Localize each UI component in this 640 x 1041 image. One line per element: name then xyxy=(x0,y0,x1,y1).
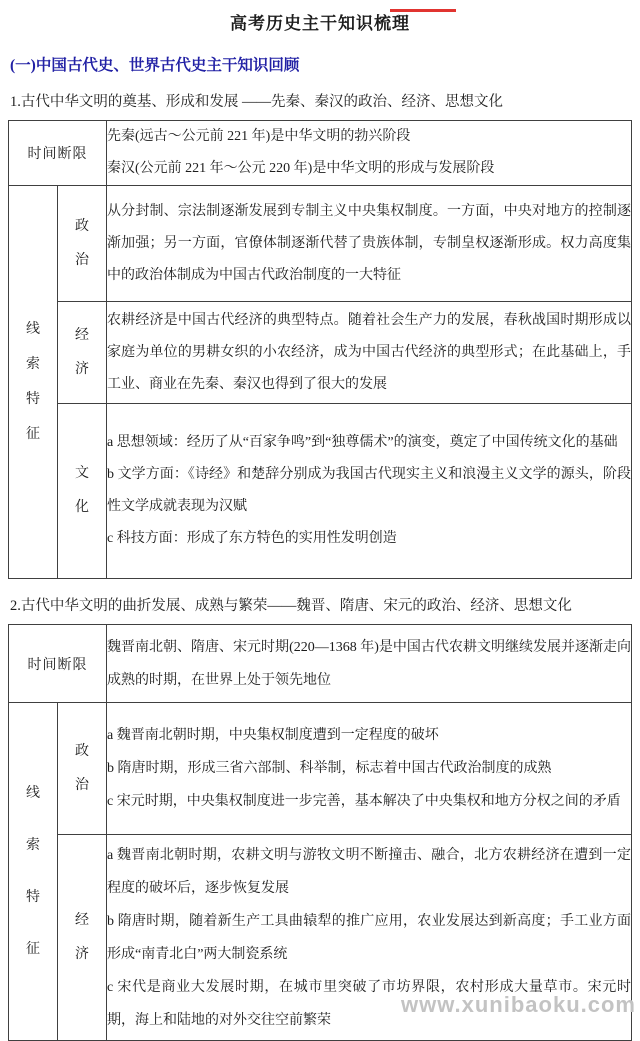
table-row xyxy=(9,121,632,186)
red-annotation-mark xyxy=(390,9,456,12)
politics-content-cell xyxy=(107,186,632,302)
content-paragraph: a 思想领域：经历了从“百家争鸣”到“独尊儒术”的演变，奠定了中国传统文化的基础 xyxy=(107,435,618,450)
politics-content-cell xyxy=(107,703,632,835)
time-range-content-cell xyxy=(107,625,632,703)
table-row xyxy=(9,302,632,404)
time-paragraph: 先秦(远古～公元前 221 年)是中华文明的勃兴阶段 xyxy=(107,129,411,144)
table-row xyxy=(9,186,632,302)
economy-content-cell xyxy=(107,302,632,404)
table-xianqin-qinhan xyxy=(8,120,632,579)
document-page xyxy=(0,9,640,1041)
content-paragraph: b 隋唐时期，随着新生产工具曲辕犁的推广应用，农业发展达到新高度；手工业方面形成“南青北白”两大制瓷系统 xyxy=(107,913,631,962)
feature-header-label: 线索特征 xyxy=(26,322,40,442)
content-paragraph: c 宋代是商业大发展时期，在城市里突破了市坊界限，农村形成大量草市。宋元时期，海上和陆地的对外交往空前繁荣 xyxy=(107,979,631,1028)
content-paragraph: a 魏晋南北朝时期，中央集权制度遭到一定程度的破坏 xyxy=(107,728,439,743)
row-label-economy-cell xyxy=(58,835,107,1041)
time-range-header-cell: 时间断限 xyxy=(9,625,107,703)
table-row xyxy=(9,703,632,835)
row-label-economy: 经济 xyxy=(75,912,89,962)
table-row xyxy=(9,625,632,703)
watermark-text: www.xunibaoku.com xyxy=(401,992,636,1017)
section-heading: (一)中国古代史、世界古代史主干知识回顾 xyxy=(10,57,300,74)
time-range-header-cell: 时间断限 xyxy=(9,121,107,186)
row-label-economy-cell xyxy=(58,302,107,404)
page-title: 高考历史主干知识梳理 xyxy=(230,14,410,33)
row-label-politics-cell xyxy=(58,186,107,302)
content-paragraph: 农耕经济是中国古代经济的典型特点。随着社会生产力的发展，春秋战国时期形成以家庭为单位的男耕女织的小农经济，成为中国古代经济的典型形式；在此基础上，手工业、商业在先秦、秦汉也得到了很大的发展 xyxy=(107,312,631,392)
feature-header-label: 线索特征 xyxy=(26,785,40,957)
row-label-culture: 文化 xyxy=(75,466,89,515)
feature-header-cell xyxy=(9,703,58,1041)
content-paragraph: b 文学方面：《诗经》和楚辞分别成为我国古代现实主义和浪漫主义文学的源头，阶段性文学成就表现为汉赋 xyxy=(107,467,631,514)
feature-header-cell xyxy=(9,186,58,579)
content-paragraph: a 魏晋南北朝时期，农耕文明与游牧文明不断撞击、融合，北方农耕经济在遭到一定程度的破坏后，逐步恢复发展 xyxy=(107,847,631,896)
table1-caption: 1.古代中华文明的奠基、形成和发展 ——先秦、秦汉的政治、经济、思想文化 xyxy=(10,94,503,110)
row-label-culture-cell xyxy=(58,404,107,579)
table-row xyxy=(9,404,632,579)
row-label-politics: 政治 xyxy=(75,743,89,793)
content-paragraph: c 科技方面：形成了东方特色的实用性发明创造 xyxy=(107,531,397,546)
content-paragraph: b 隋唐时期，形成三省六部制、科举制，标志着中国古代政治制度的成熟 xyxy=(107,761,552,776)
row-label-politics: 政治 xyxy=(75,218,89,268)
content-paragraph: 从分封制、宗法制逐渐发展到专制主义中央集权制度。一方面，中央对地方的控制逐渐加强；另一方面，官僚体制逐渐代替了贵族体制，专制皇权逐渐形成。权力高度集中的政治体制成为中国古代政治制度的一大特征 xyxy=(107,203,631,283)
row-label-politics-cell xyxy=(58,703,107,835)
time-paragraph: 魏晋南北朝、隋唐、宋元时期(220—1368 年)是中国古代农耕文明继续发展并逐渐走向成熟的时期，在世界上处于领先地位 xyxy=(107,639,631,688)
table2-caption: 2.古代中华文明的曲折发展、成熟与繁荣——魏晋、隋唐、宋元的政治、经济、思想文化 xyxy=(10,598,572,614)
table-weijin-suitang-songyuan xyxy=(8,624,632,1041)
row-label-economy: 经济 xyxy=(75,327,89,377)
time-paragraph: 秦汉(公元前 221 年～公元 220 年)是中华文明的形成与发展阶段 xyxy=(107,161,495,176)
time-range-content-cell xyxy=(107,121,632,186)
content-paragraph: c 宋元时期，中央集权制度进一步完善，基本解决了中央集权和地方分权之间的矛盾 xyxy=(107,794,621,809)
culture-content-cell xyxy=(107,404,632,579)
